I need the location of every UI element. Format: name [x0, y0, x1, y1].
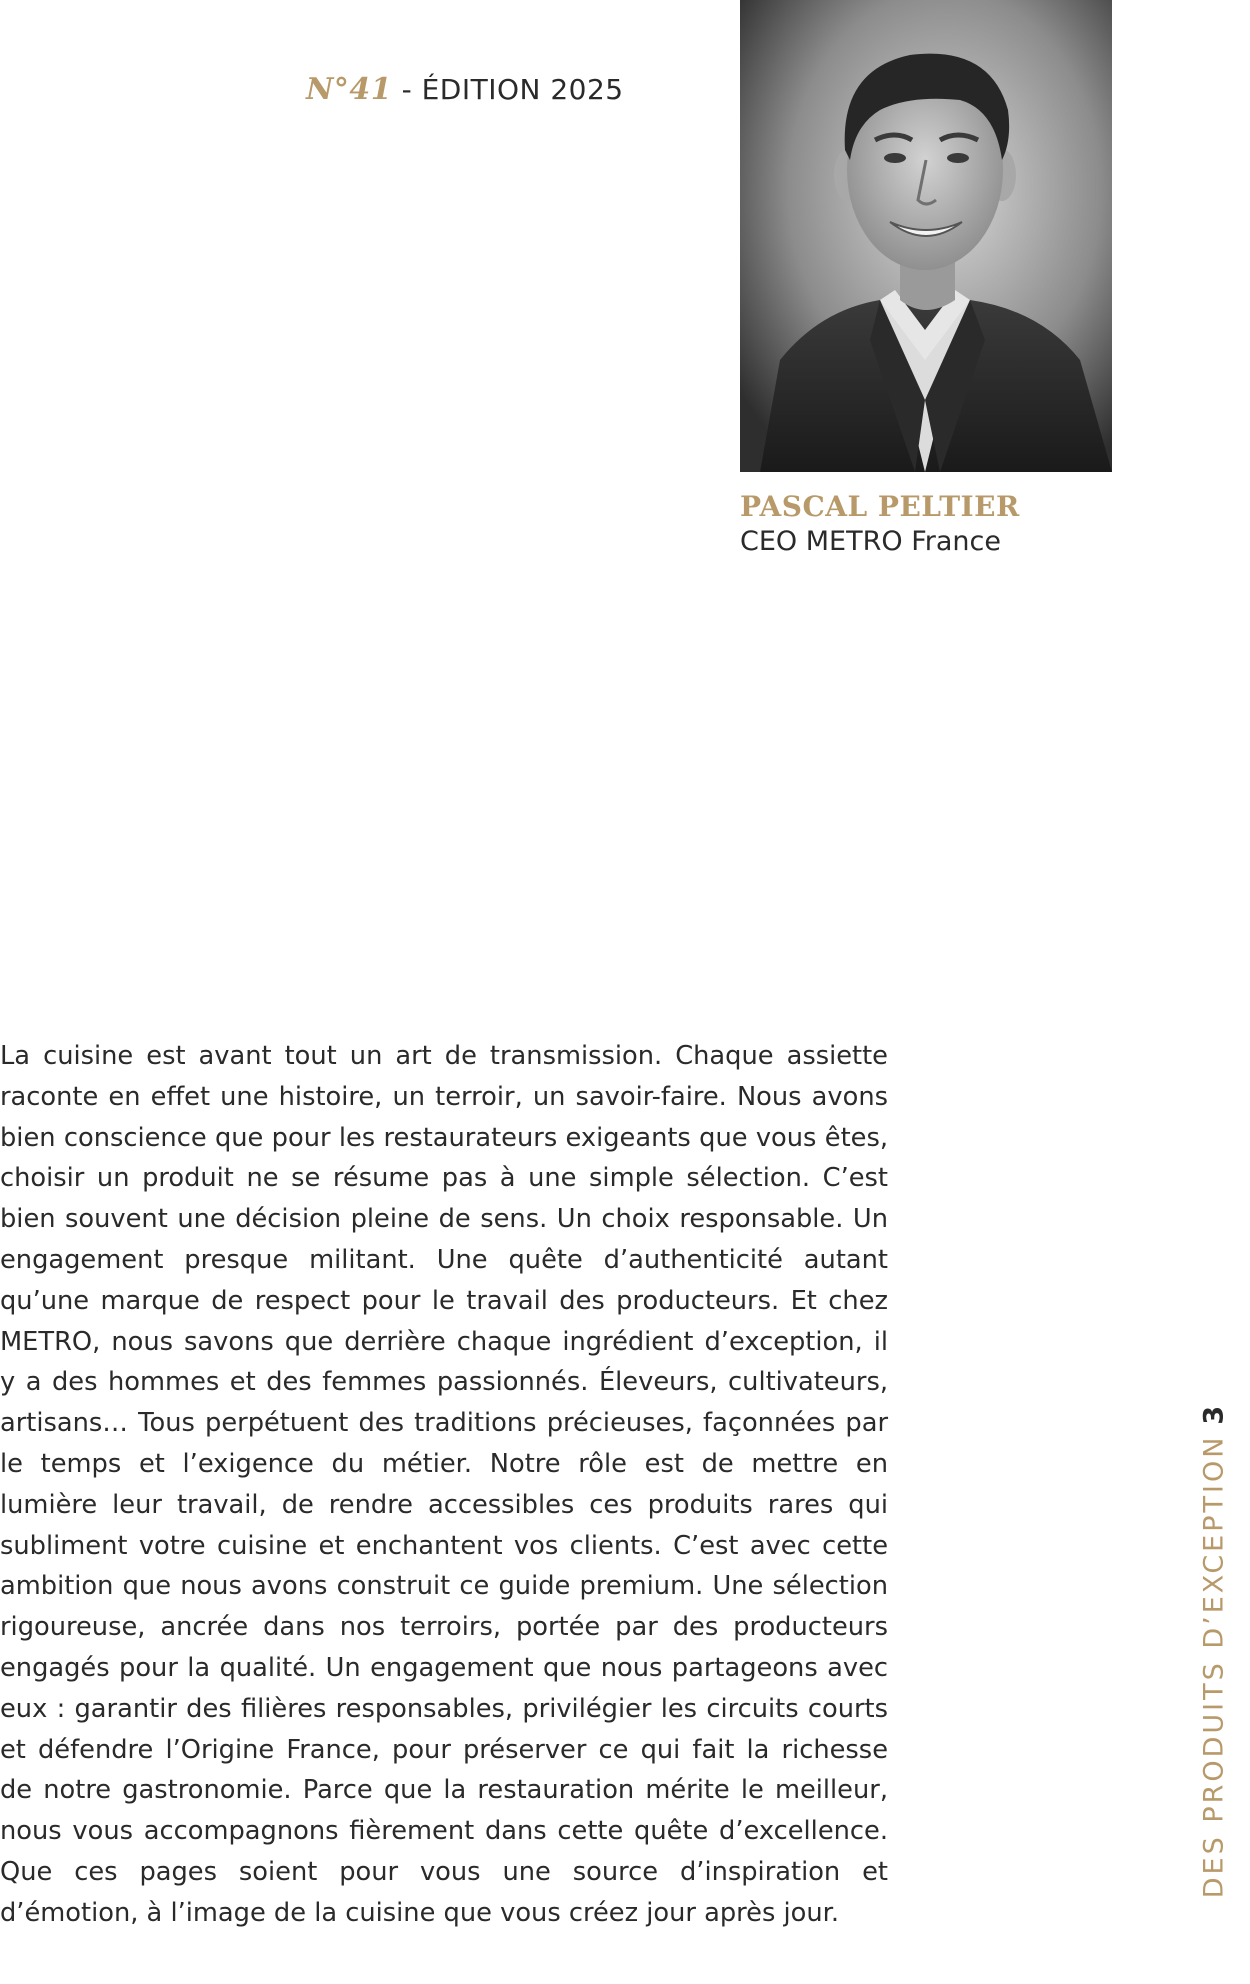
person-role: CEO METRO France	[740, 526, 1001, 557]
issue-number: N°41	[306, 72, 393, 107]
person-name: PASCAL PELTIER	[740, 490, 1020, 523]
page-number: 3	[1198, 1405, 1230, 1425]
editorial-text: La cuisine est avant tout un art de transmission. Chaque assiette raconte en effet une histoire, un terroir, un savoir-faire. Nous avons bien conscience que pour les restaurateurs exigeants que vous êtes, choisir un produit ne se résume pas à une simple sélection. C’est bien souvent une décision pleine de sens. Un choix responsable. Un engagement presque militant. Une quête d’authenticité autant qu’une marque de respect pour le travail des producteurs. Et chez METRO, nous savons que derrière chaque ingrédient d’exception, il y a des hommes et des femmes passionnés. Éleveurs, cultivateurs, artisans… Tous perpétuent des traditions précieuses, façonnées par le temps et l’exigence du métier. Notre rôle est de mettre en lumière leur travail, de rendre accessibles ces produits rares qui subliment votre cuisine et enchantent vos clients. C’est avec cette ambition que nous avons construit ce guide premium. Une sélection rigoureuse, ancrée dans nos terroirs, portée par des producteurs engagés pour la qualité. Un engagement que nous partageons avec eux : garantir des filières responsables, privilégier les circuits courts et défendre l’Origine France, pour préserver ce qui fait la richesse de notre gastronomie. Parce que la restauration mérite le meilleur, nous vous accompagnons fièrement dans cette quête d’excellence. Que ces pages soient pour vous une source d’inspiration et d’émotion, à l’image de la cuisine que vous créez jour après jour.	[0, 1041, 888, 1928]
section-title: DES PRODUITS D’EXCEPTION	[1198, 1434, 1230, 1899]
edition-line	[306, 72, 624, 107]
running-section-title	[1199, 1406, 1230, 1898]
edition-label: - ÉDITION 2025	[392, 73, 624, 106]
portrait-photo	[740, 0, 1112, 472]
